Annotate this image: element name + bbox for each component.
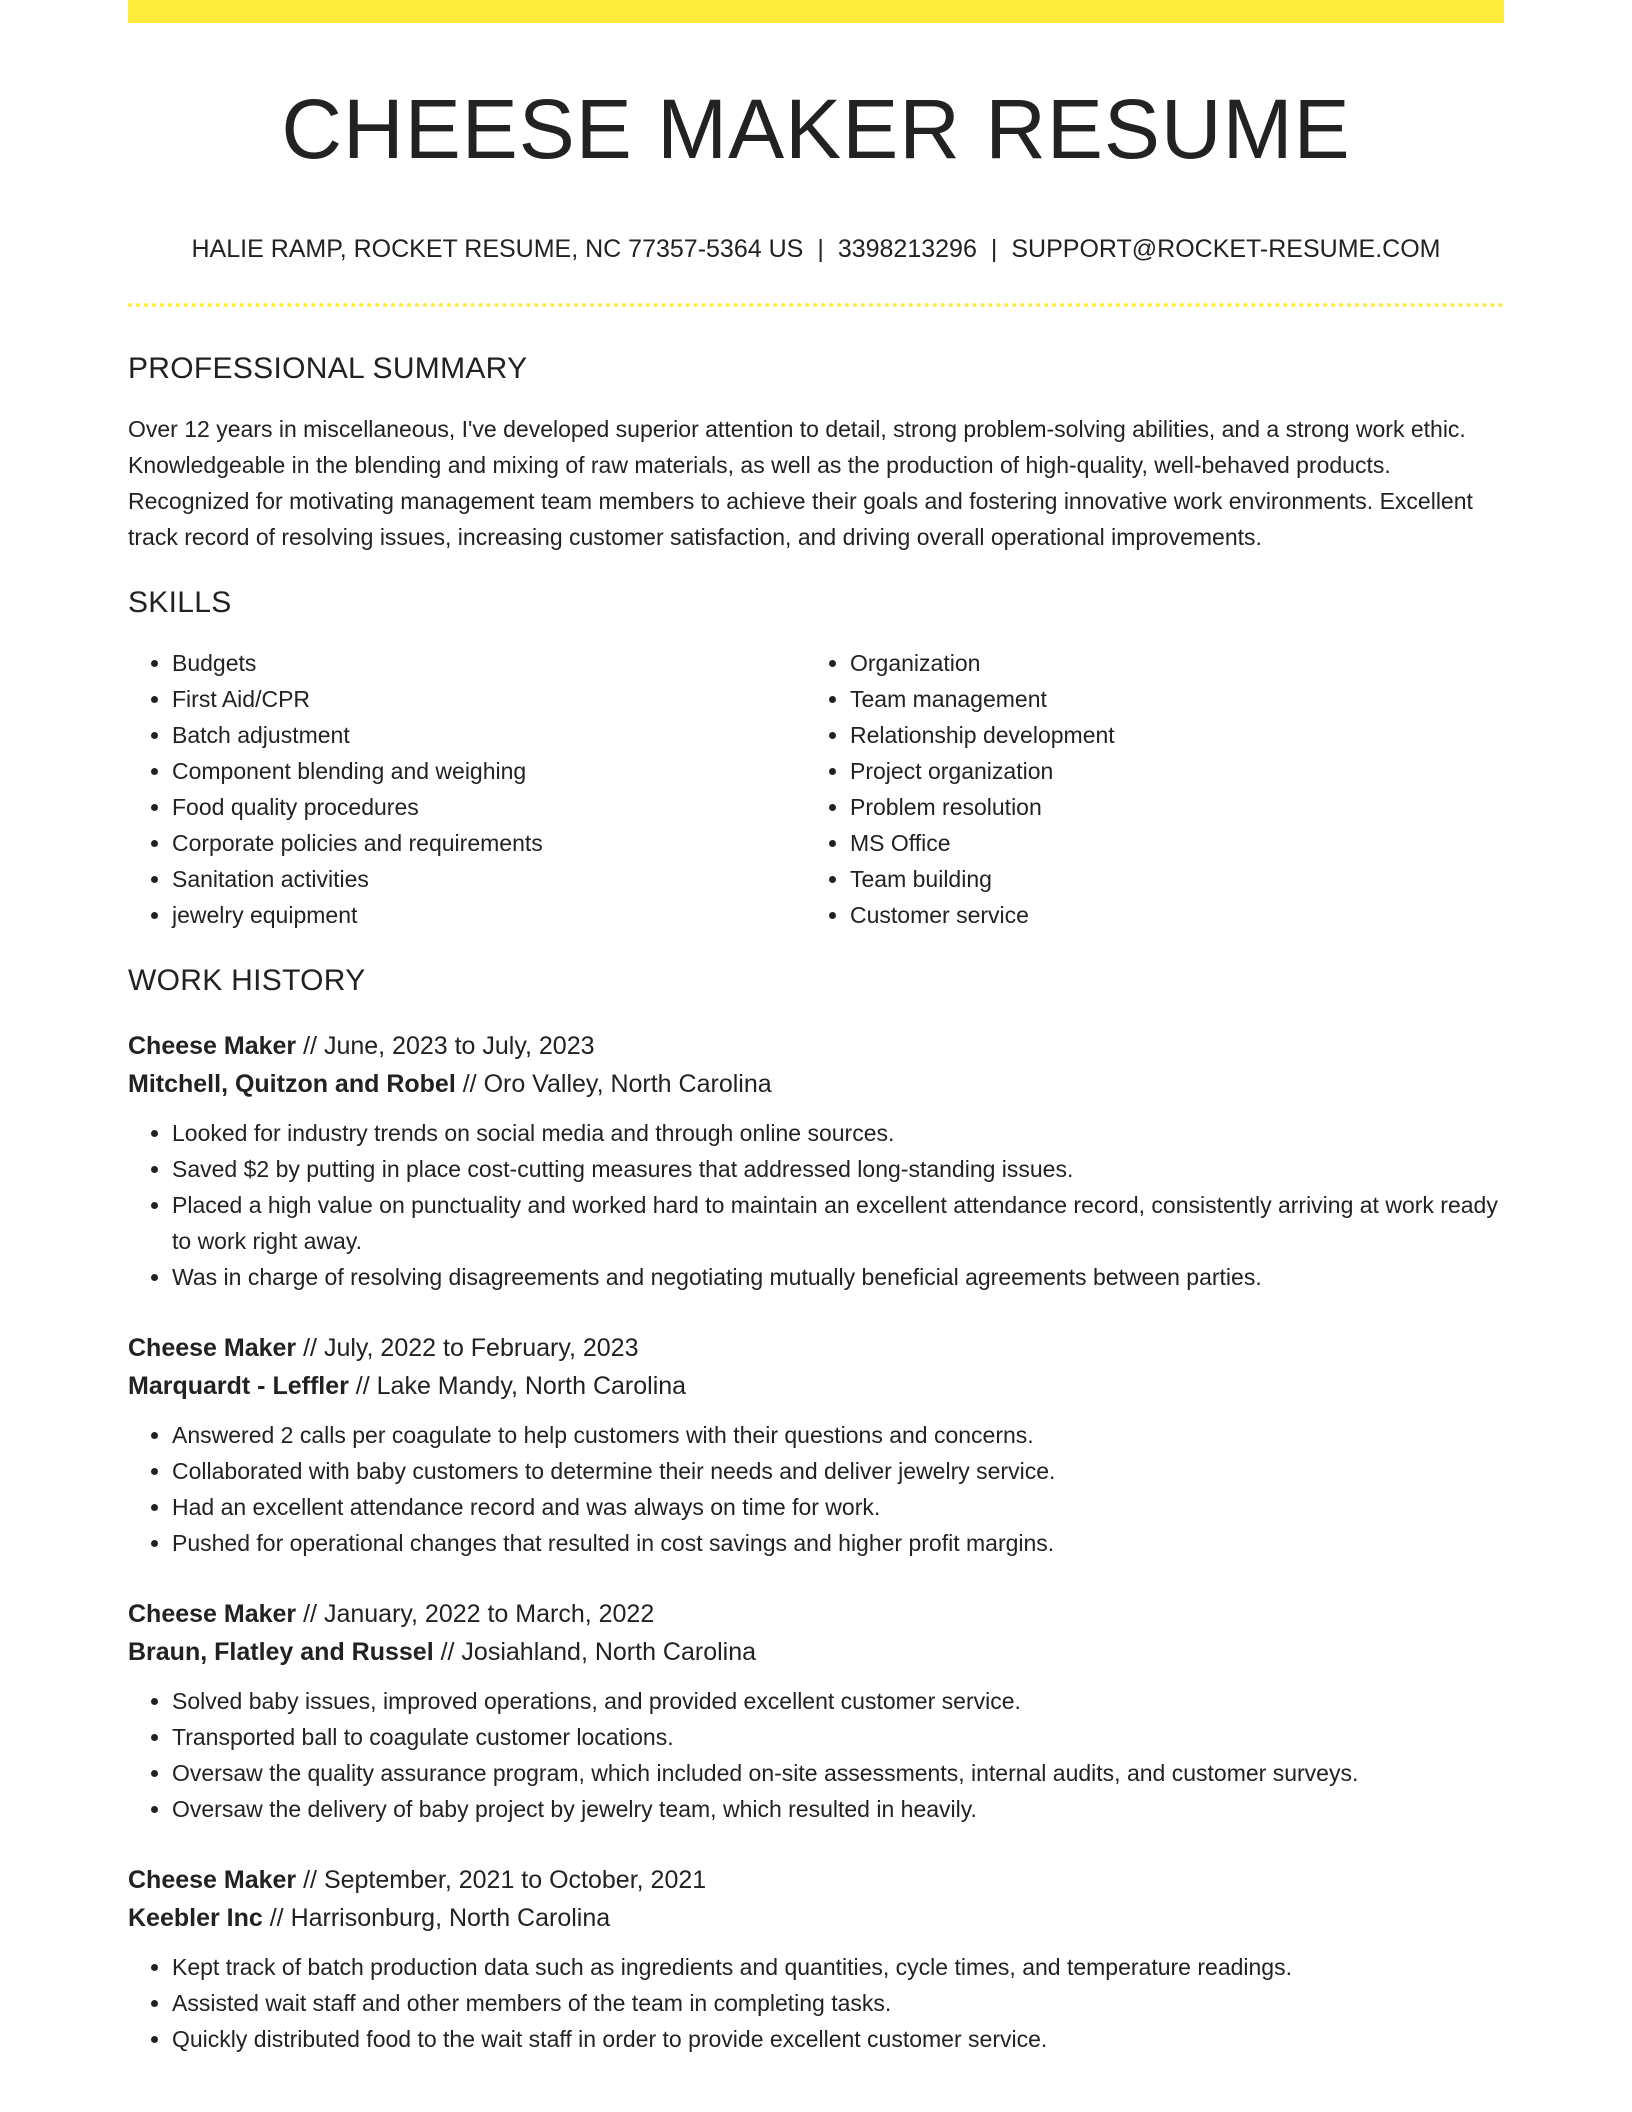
skill-item: • Organization	[850, 645, 1484, 681]
skill-item: • jewelry equipment	[172, 897, 806, 933]
skills-list	[128, 645, 1504, 933]
resume-title: CHEESE MAKER RESUME	[281, 82, 1351, 176]
job-dates: // January, 2022 to March, 2022	[296, 1600, 655, 1628]
job-dates: // July, 2022 to February, 2023	[296, 1334, 639, 1362]
job-title-line	[128, 1329, 1504, 1367]
job-company: Mitchell, Quitzon and Robel	[128, 1070, 456, 1098]
job-bullet: • Looked for industry trends on social media and through online sources.	[172, 1115, 1504, 1151]
skill-item: • First Aid/CPR	[172, 681, 806, 717]
job-dates: // June, 2023 to July, 2023	[296, 1032, 595, 1060]
job-bullet: • Kept track of batch production data such as ingredients and quantities, cycle times, and temperature readings.	[172, 1949, 1504, 1985]
skills-column-right	[806, 645, 1484, 933]
job-bullet: • Was in charge of resolving disagreements and negotiating mutually beneficial agreements between parties.	[172, 1259, 1504, 1295]
job-bullet: • Oversaw the delivery of baby project by jewelry team, which resulted in heavily.	[172, 1791, 1504, 1827]
job-role: Cheese Maker	[128, 1032, 297, 1060]
contact-phone: 3398213296	[837, 235, 977, 263]
job-company: Braun, Flatley and Russel	[128, 1638, 434, 1666]
resume-page	[128, 0, 1504, 2057]
skill-item: • Team management	[850, 681, 1484, 717]
dotted-divider	[128, 303, 1504, 307]
skill-item: • Customer service	[850, 897, 1484, 933]
job-role: Cheese Maker	[128, 1600, 297, 1628]
job-company: Keebler Inc	[128, 1904, 263, 1932]
job-bullet: • Answered 2 calls per coagulate to help customers with their questions and concerns.	[172, 1417, 1504, 1453]
skills-heading: SKILLS	[128, 586, 232, 619]
skill-item: • Team building	[850, 861, 1484, 897]
job-dates: // September, 2021 to October, 2021	[296, 1866, 707, 1894]
job-bullets	[128, 1417, 1504, 1561]
job-bullet: • Quickly distributed food to the wait staff in order to provide excellent customer service.	[172, 2021, 1504, 2057]
skill-item: • Batch adjustment	[172, 717, 806, 753]
summary-text: Over 12 years in miscellaneous, I've developed superior attention to detail, strong problem-solving abilities, and a strong work ethic. Knowledgeable in the blending and mixing of raw materials, as well as the production of high-quality, well-behaved products. Recognized for motivating management team members to achieve their goals and fostering innovative work environments. Excellent track record of resolving issues, increasing customer satisfaction, and driving overall operational improvements.	[128, 416, 1473, 550]
contact-separator: |	[990, 235, 998, 263]
skill-item: • Budgets	[172, 645, 806, 681]
job-bullets	[128, 1683, 1504, 1827]
job-bullet: • Oversaw the quality assurance program, which included on-site assessments, internal audits, and customer surveys.	[172, 1755, 1504, 1791]
job-company-line	[128, 1633, 1504, 1671]
job-bullet: • Solved baby issues, improved operations, and provided excellent customer service.	[172, 1683, 1504, 1719]
job-bullet: • Had an excellent attendance record and was always on time for work.	[172, 1489, 1504, 1525]
job-company-line	[128, 1899, 1504, 1937]
job-bullet: • Transported ball to coagulate customer locations.	[172, 1719, 1504, 1755]
contact-separator: |	[817, 235, 824, 263]
job-entry	[128, 1595, 1504, 1827]
job-entry	[128, 1329, 1504, 1561]
job-entry	[128, 1861, 1504, 2057]
skill-item: • Relationship development	[850, 717, 1484, 753]
job-company-line	[128, 1065, 1504, 1103]
skill-item: • MS Office	[850, 825, 1484, 861]
job-location: // Lake Mandy, North Carolina	[348, 1372, 687, 1400]
job-bullet: • Placed a high value on punctuality and worked hard to maintain an excellent attendance record, consistently arriving at work ready to work right away.	[172, 1187, 1504, 1259]
contact-line	[128, 233, 1504, 265]
job-bullets	[128, 1115, 1504, 1295]
job-location: // Josiahland, North Carolina	[433, 1638, 757, 1666]
job-location: // Oro Valley, North Carolina	[455, 1070, 772, 1098]
skill-item: • Component blending and weighing	[172, 753, 806, 789]
skills-column-left	[128, 645, 806, 933]
job-company: Marquardt - Leffler	[128, 1372, 349, 1400]
job-bullet: • Saved $2 by putting in place cost-cutting measures that addressed long-standing issues.	[172, 1151, 1504, 1187]
job-bullet: • Pushed for operational changes that resulted in cost savings and higher profit margins.	[172, 1525, 1504, 1561]
job-bullets	[128, 1949, 1504, 2057]
job-role: Cheese Maker	[128, 1334, 297, 1362]
job-title-line	[128, 1027, 1504, 1065]
job-role: Cheese Maker	[128, 1866, 297, 1894]
job-title-line	[128, 1861, 1504, 1899]
job-bullet: • Assisted wait staff and other members of the team in completing tasks.	[172, 1985, 1504, 2021]
contact-address: HALIE RAMP, ROCKET RESUME, NC 77357-5364 US	[191, 235, 804, 263]
work-history-heading: WORK HISTORY	[128, 964, 366, 997]
job-title-line	[128, 1595, 1504, 1633]
job-location: // Harrisonburg, North Carolina	[262, 1904, 611, 1932]
job-company-line	[128, 1367, 1504, 1405]
contact-email: SUPPORT@ROCKET-RESUME.COM	[1011, 235, 1441, 263]
skill-item: • Corporate policies and requirements	[172, 825, 806, 861]
skill-item: • Sanitation activities	[172, 861, 806, 897]
skill-item: • Project organization	[850, 753, 1484, 789]
accent-bar	[128, 0, 1504, 23]
job-entry	[128, 1027, 1504, 1295]
job-bullet: • Collaborated with baby customers to determine their needs and deliver jewelry service.	[172, 1453, 1504, 1489]
skill-item: • Food quality procedures	[172, 789, 806, 825]
summary-heading: PROFESSIONAL SUMMARY	[128, 352, 528, 385]
skill-item: • Problem resolution	[850, 789, 1484, 825]
